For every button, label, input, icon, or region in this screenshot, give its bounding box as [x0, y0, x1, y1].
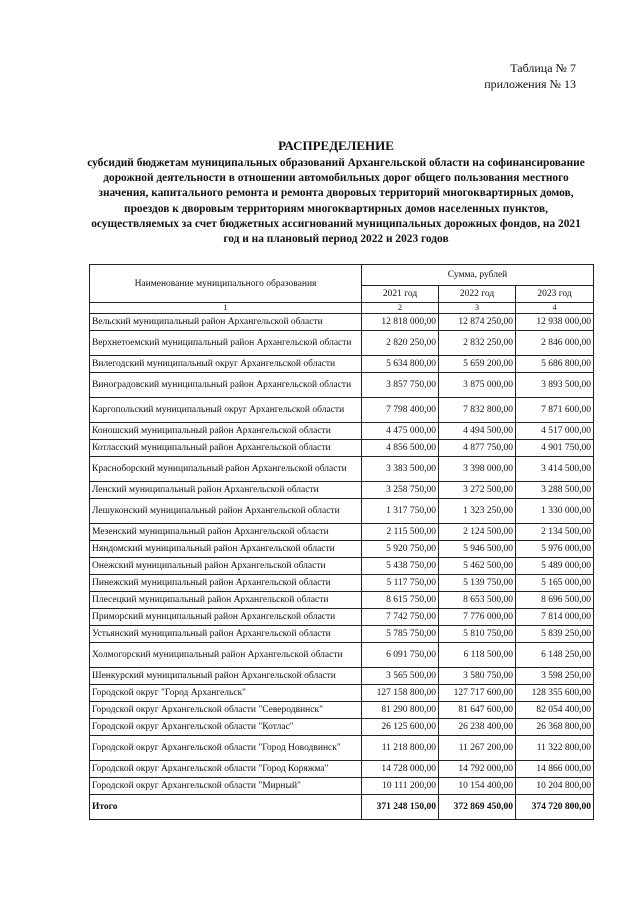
- municipality-name: Устьянский муниципальный район Архангельской области: [90, 626, 362, 643]
- table-row: [90, 626, 594, 643]
- amount-2023: 7 814 000,00: [516, 609, 594, 626]
- municipality-name: Вилегодский муниципальный округ Архангельской области: [90, 356, 362, 373]
- amount-2022: 5 659 200,00: [439, 356, 516, 373]
- amount-2022: 2 832 250,00: [439, 331, 516, 356]
- amount-2023: 1 330 000,00: [516, 499, 594, 524]
- amount-2021: 2 820 250,00: [362, 331, 439, 356]
- amount-2022: 3 398 000,00: [439, 457, 516, 482]
- table-row: [90, 331, 594, 356]
- amount-2021: 2 115 500,00: [362, 524, 439, 541]
- table-row: [90, 668, 594, 685]
- table-row: [90, 575, 594, 592]
- column-index: 1: [90, 303, 362, 314]
- table-row: [90, 609, 594, 626]
- amount-2022: 127 717 600,00: [439, 685, 516, 702]
- amount-2022: 4 494 500,00: [439, 423, 516, 440]
- amount-2022: 8 653 500,00: [439, 592, 516, 609]
- amount-2021: 3 857 750,00: [362, 373, 439, 398]
- amount-2023: 3 288 500,00: [516, 482, 594, 499]
- table-row: [90, 314, 594, 331]
- amount-2023: 82 054 400,00: [516, 702, 594, 719]
- table-row: [90, 524, 594, 541]
- table-row: [90, 558, 594, 575]
- table-row: [90, 702, 594, 719]
- amount-2023: 5 686 800,00: [516, 356, 594, 373]
- municipality-name: Плесецкий муниципальный район Архангельской области: [90, 592, 362, 609]
- amount-2022: 2 124 500,00: [439, 524, 516, 541]
- amount-2022: 3 272 500,00: [439, 482, 516, 499]
- table-row: [90, 482, 594, 499]
- amount-2023: 3 414 500,00: [516, 457, 594, 482]
- table-row: [90, 719, 594, 736]
- amount-2023: 4 517 000,00: [516, 423, 594, 440]
- column-header-municipality: Наименование муниципального образования: [90, 265, 362, 303]
- amount-2021: 1 317 750,00: [362, 499, 439, 524]
- amount-2023: 5 839 250,00: [516, 626, 594, 643]
- amount-2023: 8 696 500,00: [516, 592, 594, 609]
- amount-2022: 7 832 800,00: [439, 398, 516, 423]
- amount-2023: 7 871 600,00: [516, 398, 594, 423]
- amount-2021: 3 258 750,00: [362, 482, 439, 499]
- column-header-sum: Сумма, рублей: [362, 265, 594, 286]
- amount-2022: 81 647 600,00: [439, 702, 516, 719]
- table-row: [90, 643, 594, 668]
- total-label: Итого: [90, 795, 362, 820]
- amount-2021: 5 785 750,00: [362, 626, 439, 643]
- amount-2023: 5 489 000,00: [516, 558, 594, 575]
- table-row: [90, 778, 594, 795]
- amount-2021: 127 158 800,00: [362, 685, 439, 702]
- municipality-name: Городской округ Архангельской области "Котлас": [90, 719, 362, 736]
- municipality-name: Шенкурский муниципальный район Архангельской области: [90, 668, 362, 685]
- table-row: [90, 685, 594, 702]
- amount-2023: 6 148 250,00: [516, 643, 594, 668]
- total-2021: 371 248 150,00: [362, 795, 439, 820]
- municipality-name: Няндомский муниципальный район Архангельской области: [90, 541, 362, 558]
- amount-2022: 5 139 750,00: [439, 575, 516, 592]
- amount-2023: 10 204 800,00: [516, 778, 594, 795]
- amount-2023: 4 901 750,00: [516, 440, 594, 457]
- amount-2023: 3 893 500,00: [516, 373, 594, 398]
- amount-2021: 7 742 750,00: [362, 609, 439, 626]
- amount-2022: 1 323 250,00: [439, 499, 516, 524]
- municipality-name: Приморский муниципальный район Архангельской области: [90, 609, 362, 626]
- municipality-name: Городской округ "Город Архангельск": [90, 685, 362, 702]
- municipality-name: Холмогорский муниципальный район Архангельской области: [90, 643, 362, 668]
- document-title: РАСПРЕДЕЛЕНИЕ: [278, 138, 394, 153]
- distribution-table: [89, 264, 594, 820]
- municipality-name: Мезенский муниципальный район Архангельской области: [90, 524, 362, 541]
- amount-2021: 5 117 750,00: [362, 575, 439, 592]
- municipality-name: Вельский муниципальный район Архангельской области: [90, 314, 362, 331]
- column-header-2022: 2022 год: [439, 286, 516, 303]
- amount-2023: 26 368 800,00: [516, 719, 594, 736]
- municipality-name: Коношский муниципальный район Архангельской области: [90, 423, 362, 440]
- municipality-name: Котласский муниципальный район Архангельской области: [90, 440, 362, 457]
- amount-2021: 6 091 750,00: [362, 643, 439, 668]
- document-heading: [84, 138, 588, 247]
- amount-2022: 14 792 000,00: [439, 761, 516, 778]
- amount-2021: 5 634 800,00: [362, 356, 439, 373]
- amount-2022: 7 776 000,00: [439, 609, 516, 626]
- table-row: [90, 592, 594, 609]
- table-row: [90, 761, 594, 778]
- municipality-name: Ленский муниципальный район Архангельской области: [90, 482, 362, 499]
- document-subtitle: субсидий бюджетам муниципальных образований Архангельской области на софинансирование дорожной деятельности в отношении автомобильных дорог общего пользования местного значения, капитального ремонта и ремонта дворовых территорий многоквартирных домов, проездов к дворовым территориям многоквартирных домов населенных пунктов, осуществляемых за счет бюджетных ассигнований муниципальных дорожных фондов, на 2021 год и на плановый период 2022 и 2023 годов: [87, 157, 585, 246]
- amount-2022: 3 580 750,00: [439, 668, 516, 685]
- municipality-name: Городской округ Архангельской области "Город Новодвинск": [90, 736, 362, 761]
- table-row: [90, 541, 594, 558]
- municipality-name: Каргопольский муниципальный округ Архангельской области: [90, 398, 362, 423]
- amount-2023: 5 976 000,00: [516, 541, 594, 558]
- amount-2021: 81 290 800,00: [362, 702, 439, 719]
- municipality-name: Городской округ Архангельской области "Северодвинск": [90, 702, 362, 719]
- amount-2023: 3 598 250,00: [516, 668, 594, 685]
- column-index: 3: [439, 303, 516, 314]
- amount-2021: 10 111 200,00: [362, 778, 439, 795]
- amount-2021: 4 856 500,00: [362, 440, 439, 457]
- amount-2022: 6 118 500,00: [439, 643, 516, 668]
- amount-2021: 5 438 750,00: [362, 558, 439, 575]
- amount-2022: 3 875 000,00: [439, 373, 516, 398]
- table-row: [90, 373, 594, 398]
- amount-2021: 5 920 750,00: [362, 541, 439, 558]
- table-number: Таблица № 7: [510, 61, 576, 75]
- amount-2023: 128 355 600,00: [516, 685, 594, 702]
- table-row: [90, 440, 594, 457]
- amount-2022: 10 154 400,00: [439, 778, 516, 795]
- table-row: [90, 398, 594, 423]
- total-row: [90, 795, 594, 820]
- column-header-2021: 2021 год: [362, 286, 439, 303]
- amount-2022: 11 267 200,00: [439, 736, 516, 761]
- column-index: 4: [516, 303, 594, 314]
- table-row: [90, 356, 594, 373]
- amount-2023: 5 165 000,00: [516, 575, 594, 592]
- amount-2023: 14 866 000,00: [516, 761, 594, 778]
- municipality-name: Виноградовский муниципальный район Архангельской области: [90, 373, 362, 398]
- amount-2021: 3 565 500,00: [362, 668, 439, 685]
- amount-2022: 12 874 250,00: [439, 314, 516, 331]
- table-row: [90, 423, 594, 440]
- amount-2022: 26 238 400,00: [439, 719, 516, 736]
- column-index: 2: [362, 303, 439, 314]
- table-row: [90, 457, 594, 482]
- table-row: [90, 499, 594, 524]
- amount-2021: 4 475 000,00: [362, 423, 439, 440]
- amount-2023: 11 322 800,00: [516, 736, 594, 761]
- amount-2023: 12 938 000,00: [516, 314, 594, 331]
- amount-2022: 4 877 750,00: [439, 440, 516, 457]
- amount-2021: 11 218 800,00: [362, 736, 439, 761]
- municipality-name: Онежский муниципальный район Архангельской области: [90, 558, 362, 575]
- amount-2022: 5 810 750,00: [439, 626, 516, 643]
- amount-2021: 7 798 400,00: [362, 398, 439, 423]
- table-row: [90, 736, 594, 761]
- municipality-name: Лешуконский муниципальный район Архангельской области: [90, 499, 362, 524]
- table-caption: [484, 60, 576, 92]
- amount-2021: 3 383 500,00: [362, 457, 439, 482]
- municipality-name: Пинежский муниципальный район Архангельской области: [90, 575, 362, 592]
- amount-2023: 2 846 000,00: [516, 331, 594, 356]
- amount-2023: 2 134 500,00: [516, 524, 594, 541]
- column-header-2023: 2023 год: [516, 286, 594, 303]
- total-2023: 374 720 800,00: [516, 795, 594, 820]
- appendix-number: приложения № 13: [484, 77, 576, 91]
- amount-2022: 5 462 500,00: [439, 558, 516, 575]
- total-2022: 372 869 450,00: [439, 795, 516, 820]
- municipality-name: Городской округ Архангельской области "Мирный": [90, 778, 362, 795]
- amount-2021: 8 615 750,00: [362, 592, 439, 609]
- amount-2021: 12 818 000,00: [362, 314, 439, 331]
- municipality-name: Верхнетоемский муниципальный район Архангельской области: [90, 331, 362, 356]
- amount-2021: 14 728 000,00: [362, 761, 439, 778]
- municipality-name: Красноборский муниципальный район Архангельской области: [90, 457, 362, 482]
- amount-2022: 5 946 500,00: [439, 541, 516, 558]
- municipality-name: Городской округ Архангельской области "Город Коряжма": [90, 761, 362, 778]
- amount-2021: 26 125 600,00: [362, 719, 439, 736]
